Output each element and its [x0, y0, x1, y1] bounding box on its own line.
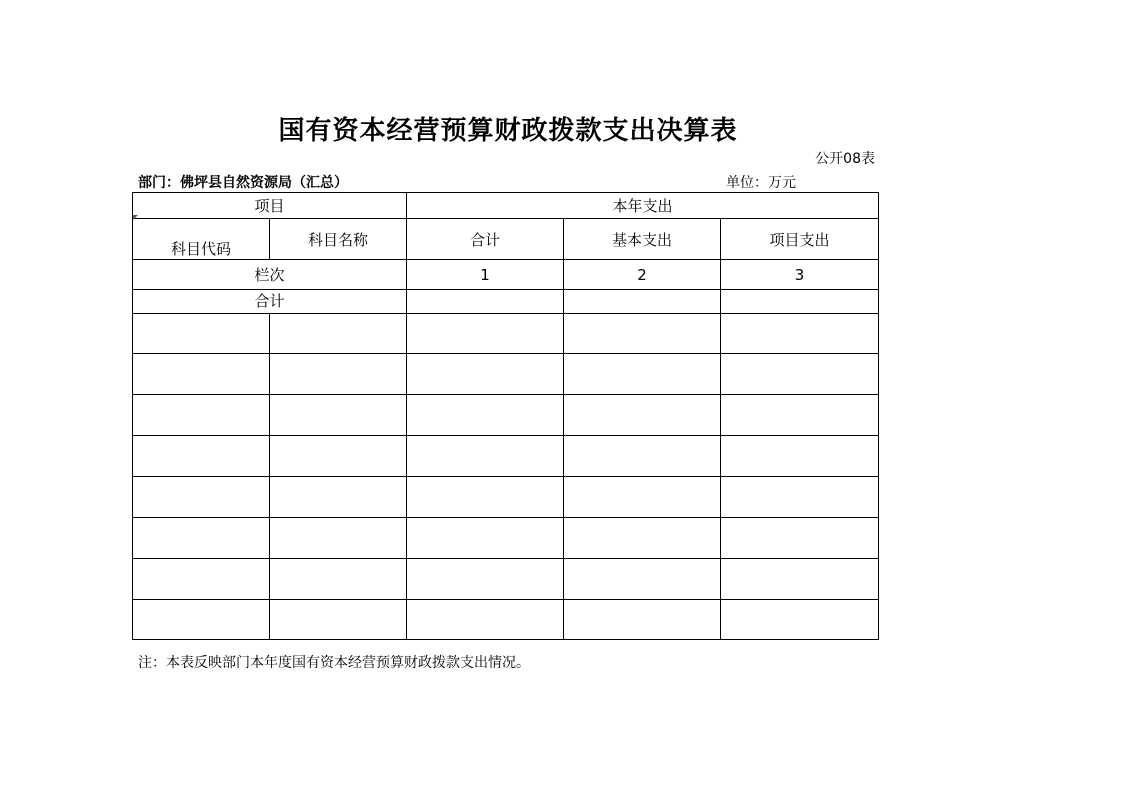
row-total	[407, 354, 564, 395]
total-row-cell	[564, 290, 721, 314]
table-row	[133, 395, 879, 436]
row-total	[407, 477, 564, 518]
row-code	[133, 559, 270, 600]
row-name	[270, 314, 407, 354]
row-total	[407, 600, 564, 640]
header-basic-expense: 基本支出	[564, 219, 721, 260]
table-code: 公开08表	[815, 151, 875, 167]
table-row	[133, 436, 879, 477]
row-basic	[564, 600, 721, 640]
row-project	[721, 436, 879, 477]
row-project	[721, 477, 879, 518]
row-name	[270, 600, 407, 640]
cell-comment-marker	[133, 215, 138, 220]
row-basic	[564, 354, 721, 395]
table-row	[133, 354, 879, 395]
expense-table	[132, 192, 879, 640]
header-subject-code: 科目代码	[133, 219, 270, 260]
table-row	[133, 477, 879, 518]
header-subject-name: 科目名称	[270, 219, 407, 260]
table-row	[133, 518, 879, 559]
row-name	[270, 354, 407, 395]
table-row	[133, 559, 879, 600]
table-row	[133, 600, 879, 640]
column-index-2: 2	[564, 260, 721, 290]
row-basic	[564, 518, 721, 559]
total-row-label: 合计	[133, 290, 407, 314]
table-row	[133, 314, 879, 354]
row-code	[133, 477, 270, 518]
row-code	[133, 600, 270, 640]
total-row-cell	[407, 290, 564, 314]
header-item: 项目	[133, 193, 407, 219]
header-project-expense: 项目支出	[721, 219, 879, 260]
column-index-1: 1	[407, 260, 564, 290]
row-code	[133, 354, 270, 395]
row-basic	[564, 314, 721, 354]
row-code	[133, 436, 270, 477]
row-project	[721, 354, 879, 395]
row-basic	[564, 477, 721, 518]
page-title: 国有资本经营预算财政拨款支出决算表	[278, 116, 738, 146]
column-index-label: 栏次	[133, 260, 407, 290]
row-total	[407, 518, 564, 559]
row-total	[407, 314, 564, 354]
row-project	[721, 395, 879, 436]
row-project	[721, 518, 879, 559]
footnote: 注：本表反映部门本年度国有资本经营预算财政拨款支出情况。	[138, 655, 530, 671]
total-row-cell	[721, 290, 879, 314]
row-code	[133, 518, 270, 559]
row-basic	[564, 395, 721, 436]
row-basic	[564, 436, 721, 477]
row-code	[133, 395, 270, 436]
row-project	[721, 314, 879, 354]
row-name	[270, 436, 407, 477]
row-code	[133, 314, 270, 354]
department-label: 部门：佛坪县自然资源局（汇总）	[138, 175, 348, 191]
row-total	[407, 395, 564, 436]
row-total	[407, 559, 564, 600]
row-project	[721, 600, 879, 640]
header-current-year-expense: 本年支出	[407, 193, 879, 219]
row-name	[270, 518, 407, 559]
row-total	[407, 436, 564, 477]
column-index-3: 3	[721, 260, 879, 290]
row-name	[270, 477, 407, 518]
header-total: 合计	[407, 219, 564, 260]
row-name	[270, 395, 407, 436]
row-name	[270, 559, 407, 600]
row-basic	[564, 559, 721, 600]
row-project	[721, 559, 879, 600]
unit-label: 单位：万元	[726, 175, 796, 191]
